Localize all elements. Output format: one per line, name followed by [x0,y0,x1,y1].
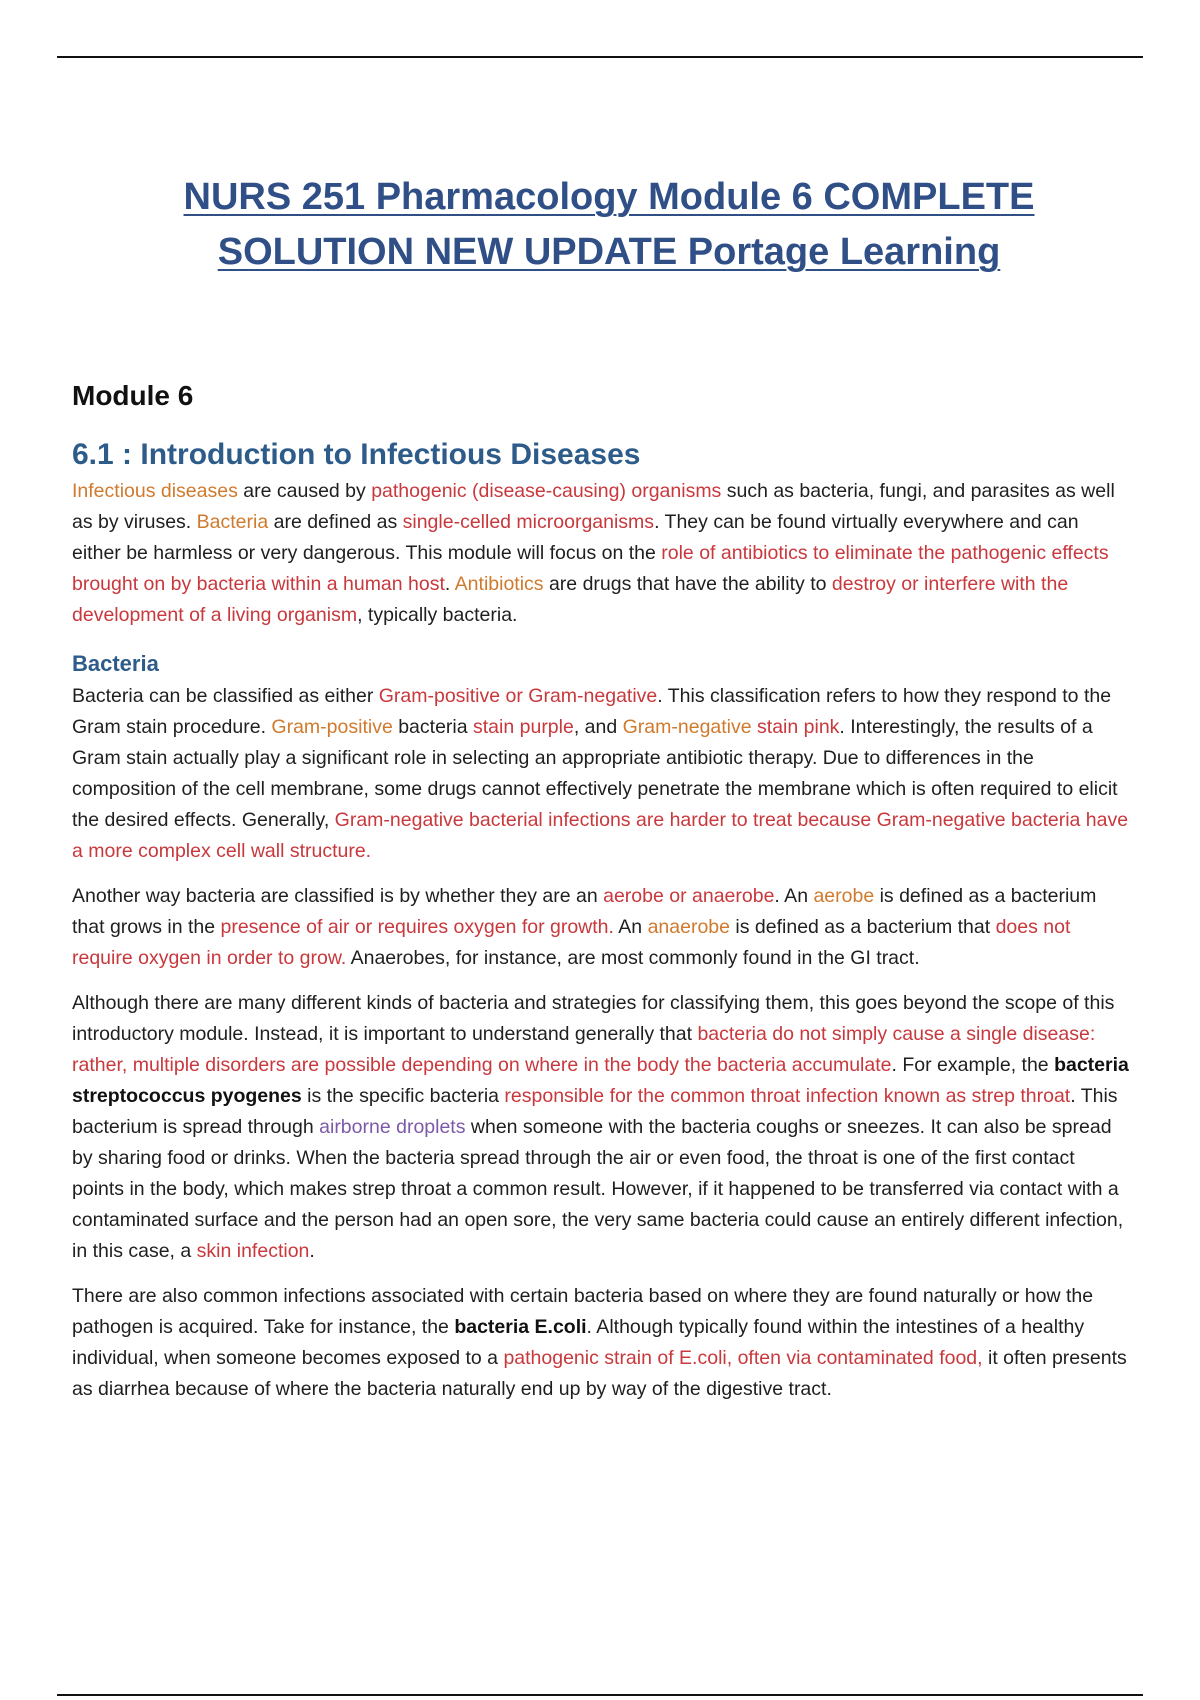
text-run: An [613,916,648,938]
module-heading: Module 6 [72,380,194,411]
text-run: . For example, the [891,1054,1055,1076]
highlighted-text: pathogenic strain of E.coli, often via contaminated food, [503,1347,983,1369]
text-run: . [309,1240,315,1262]
highlighted-text: bacteria do not simply cause a single disease: rather, multiple disorders are possible depending on where in the body the bacteria accumulate [72,1023,1096,1076]
text-run: . This bacterium is spread through [72,1085,1118,1138]
text-run: . Interestingly, the results of a Gram stain actually play a significant role in selecting an appropriate antibiotic therapy. Due to differences in the composition of the cell membrane, some drugs cannot effectively penetrate the membrane which is often required to elicit the desired effects. Generally, [72,716,1118,831]
top-rule [57,56,1143,58]
highlighted-text: Gram-positive or Gram-negative [378,685,658,707]
paragraph-aerobe-anaerobe [72,881,1132,974]
text-run: , typically bacteria. [357,604,518,626]
text-run: Bacteria can be classified as either [72,685,379,707]
highlighted-text: stain pink [757,716,840,738]
text-run: . An [774,885,814,907]
text-run: Although there are many different kinds of bacteria and strategies for classifying them, this goes beyond the scope of this introductory module. Instead, it is important to understand generally that [72,992,1115,1045]
highlighted-text: airborne droplets [319,1116,466,1138]
document-page [72,170,1132,1419]
subsection-heading: Bacteria [72,651,159,676]
highlighted-text: aerobe or anaerobe [603,885,775,907]
text-run: are caused by [237,480,372,502]
text-run: when someone with the bacteria coughs or sneezes. It can also be spread by sharing food or drinks. When the bacteria spread through the air or even food, the throat is one of the first contact points in the body, which makes strep throat a common result. However, if it happened to be transferred via contact with a contaminated surface and the person had an open sore, the very same bacteria could cause an entirely different infection, in this case, a [72,1116,1124,1262]
highlighted-text: pathogenic (disease-causing) organisms [371,480,722,502]
highlighted-text: Gram-negative [622,716,752,738]
text-run: bacteria [392,716,474,738]
highlighted-text: role of antibiotics to eliminate the pathogenic effects brought on by bacteria within a human host [72,542,1109,595]
paragraph-ecoli-example [72,1281,1132,1405]
text-run: , and [573,716,623,738]
text-run: Anaerobes, for instance, are most commonly found in the GI tract. [346,947,920,969]
highlighted-text: does not require oxygen in order to grow. [72,916,1071,969]
highlighted-text: aerobe [813,885,875,907]
text-run: There are also common infections associated with certain bacteria based on where they are found naturally or how the pathogen is acquired. Take for instance, the [72,1285,1094,1338]
highlighted-text: skin infection [196,1240,310,1262]
paragraph-intro [72,476,1132,631]
paragraph-gram-classification [72,681,1132,867]
text-run: Another way bacteria are classified is by whether they are an [72,885,604,907]
bold-term: bacteria E.coli [454,1316,587,1338]
text-run: it often presents as diarrhea because of where the bacteria naturally end up by way of the digestive tract. [72,1347,1127,1400]
text-run: such as bacteria, fungi, and parasites as well as by viruses. [72,480,1115,533]
highlighted-text: responsible for the common throat infection known as strep throat [504,1085,1071,1107]
highlighted-text: Gram-positive [271,716,393,738]
section-heading: 6.1 : Introduction to Infectious Diseases [72,438,641,471]
highlighted-text: presence of air or requires oxygen for growth. [220,916,614,938]
bold-term: bacteria streptococcus pyogenes [72,1054,1129,1107]
highlighted-text: single-celled microorganisms [402,511,655,533]
highlighted-text: Infectious diseases [72,480,238,502]
title-line-2: SOLUTION NEW UPDATE Portage Learning [217,231,1001,273]
text-run: are drugs that have the ability to [543,573,832,595]
highlighted-text: Bacteria [196,511,269,533]
text-run: . This classification refers to how they respond to the Gram stain procedure. [72,685,1112,738]
paragraph-strep-example [72,988,1132,1267]
highlighted-text: stain purple [473,716,574,738]
highlighted-text: Antibiotics [454,573,544,595]
bottom-rule [57,1694,1143,1696]
highlighted-text: anaerobe [647,916,730,938]
text-run: is defined as a bacterium that grows in the [72,885,1097,938]
highlighted-text: destroy or interfere with the development of a living organism [72,573,1069,626]
text-run: is defined as a bacterium that [730,916,996,938]
title-line-1: NURS 251 Pharmacology Module 6 COMPLETE [183,176,1035,218]
text-run: is the specific bacteria [301,1085,505,1107]
document-title [72,170,1132,280]
text-run: are defined as [268,511,403,533]
text-run: . Although typically found within the intestines of a healthy individual, when someone becomes exposed to a [72,1316,1085,1369]
text-run: . They can be found virtually everywhere and can either be harmless or very dangerous. This module will focus on the [72,511,1079,564]
highlighted-text: Gram-negative bacterial infections are harder to treat because Gram-negative bacteria have a more complex cell wall structure. [72,809,1129,862]
text-run: . [444,573,455,595]
